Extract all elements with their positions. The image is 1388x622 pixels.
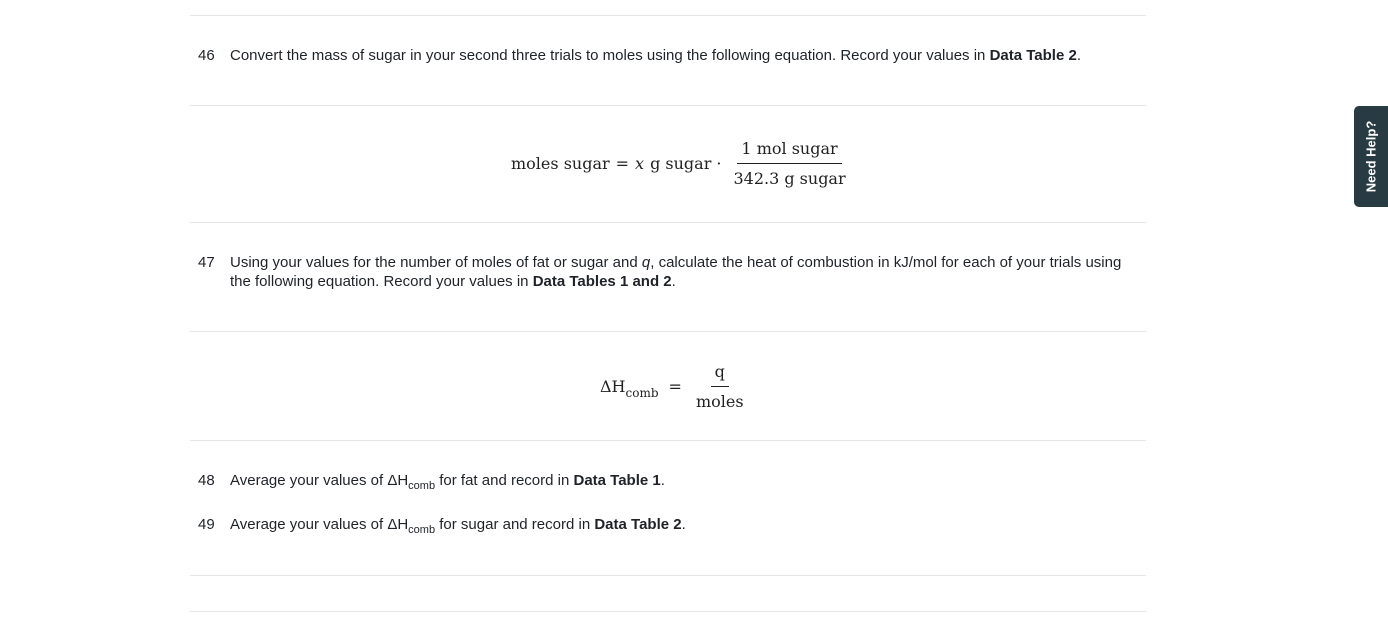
step-number: 48 xyxy=(198,472,215,489)
step-number: 49 xyxy=(198,516,215,533)
step-text: Average your values of $\Delta H_{comb}$ for sugar and record in Data Table 2. xyxy=(230,516,686,536)
fraction-denominator: moles xyxy=(695,392,744,411)
divider xyxy=(190,575,1146,576)
step-text: Average your values of $\Delta H_{comb}$ for fat and record in Data Table 1. xyxy=(230,472,665,492)
step-48 xyxy=(198,471,1128,490)
divider xyxy=(190,331,1146,332)
conversion-fraction xyxy=(729,139,849,188)
fraction-denominator: 342.3 g sugar xyxy=(733,169,846,188)
fraction-numerator: q xyxy=(711,362,729,387)
table-reference: Data Table 2 xyxy=(594,516,682,533)
heat-fraction xyxy=(692,362,748,411)
divider xyxy=(190,440,1146,441)
step-text: Using your values for the number of moles of fat or sugar and q, calculate the heat of combustion in kJ/mol for each of your trials using the following equation. Record your values in Data Tables 1 and 2. xyxy=(230,254,1122,290)
heat-of-combustion-equation: $\Delta H_{comb}$ = $\frac{q}{\text{moles}}$ xyxy=(600,362,748,411)
step-46 xyxy=(198,46,1128,65)
moles-sugar-equation: moles sugar = x g sugar · $\frac{\text{1 mol sugar}}{\text{342.3 g sugar}}$ xyxy=(511,139,850,188)
step-text: Convert the mass of sugar in your second three trials to moles using the following equation. Record your values in Data Table 2. xyxy=(230,47,1082,64)
divider xyxy=(190,222,1146,223)
need-help-button[interactable] xyxy=(1354,106,1388,207)
step-number: 47 xyxy=(198,254,215,271)
step-49 xyxy=(198,515,1128,534)
divider xyxy=(190,611,1146,612)
fraction-numerator: 1 mol sugar xyxy=(737,139,841,164)
step-number: 46 xyxy=(198,47,215,64)
step-47 xyxy=(198,253,1128,291)
table-reference: Data Table 1 xyxy=(573,472,661,489)
table-reference: Data Table 2 xyxy=(989,47,1077,64)
divider xyxy=(190,15,1146,16)
need-help-label: Need Help? xyxy=(1363,120,1379,193)
table-reference: Data Tables 1 and 2 xyxy=(532,273,672,290)
divider xyxy=(190,105,1146,106)
